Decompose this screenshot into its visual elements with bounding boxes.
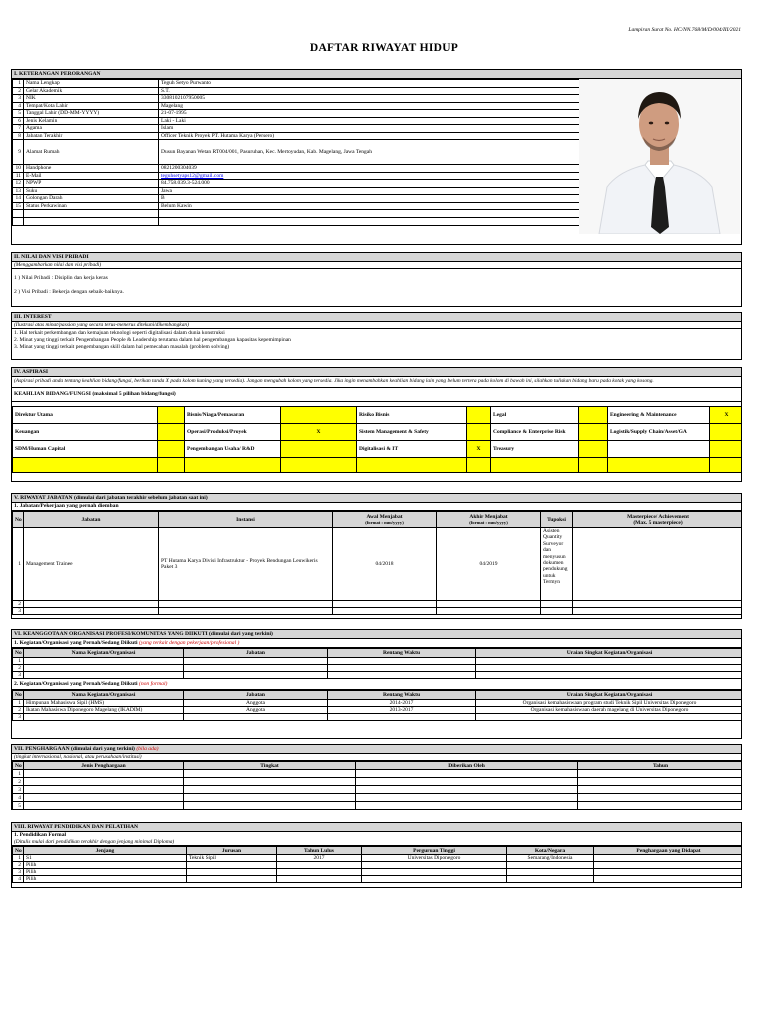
field-value: Magelang (159, 102, 580, 110)
subsection-title: 1. Jabatan/Pekerjaan yang pernah diemban (12, 503, 741, 511)
subsection-title (12, 639, 741, 648)
edu-university (362, 862, 507, 869)
row-no: 2 (13, 87, 24, 95)
org-description (476, 714, 743, 721)
col-header-instansi: Instansi (159, 512, 333, 528)
expertise-checkbox[interactable] (158, 424, 185, 441)
edu-level-select[interactable]: S1 (24, 855, 187, 862)
section-subtitle: (tingkat internasional, nasional, atau perusahaan/institusi) (12, 754, 741, 761)
field-value: Islam (159, 125, 580, 133)
row-no: 2 (13, 778, 24, 786)
page-title: DAFTAR RIWAYAT HIDUP (309, 42, 459, 54)
col-header-jabatan: Jabatan (24, 512, 159, 528)
field-value: 84.758.039.3-524.000 (159, 180, 580, 188)
expertise-label: Compliance & Enterprise Risk (491, 424, 579, 441)
document-reference: Lampiran Surat No. HC/NN.768/M/D/004/III/2021 (628, 27, 741, 33)
col-header-jabatan: Jabatan (184, 649, 328, 658)
table-row (13, 869, 743, 876)
table-row (13, 658, 743, 665)
edu-major (187, 869, 277, 876)
org-period (328, 714, 476, 721)
row-no: 2 (13, 707, 24, 714)
section-education (11, 822, 742, 888)
table-row (13, 132, 580, 140)
table-row (13, 876, 743, 883)
row-no: 3 (13, 608, 24, 615)
row-no: 2 (13, 665, 24, 672)
expertise-label: Direktur Utama (13, 407, 158, 424)
expertise-checkbox[interactable] (579, 441, 608, 458)
table-row (13, 424, 743, 441)
table-row (13, 172, 580, 180)
table-row (13, 802, 743, 810)
row-no: 5 (13, 110, 24, 118)
interest-item: 2. Minat yang tinggi terkait Pengembangan People & Leadership terutama dalam hal pengembangan kapasitas kepemimpinan (14, 337, 291, 343)
row-no: 2 (13, 601, 24, 608)
row-no: 4 (13, 794, 24, 802)
col-header-rentang: Rentang Waktu (328, 691, 476, 700)
edu-level-select[interactable]: Pilih (24, 876, 187, 883)
expertise-label: SDM/Human Capital (13, 441, 158, 458)
personal-info-table (12, 79, 580, 226)
col-header-penghargaan: Penghargaan yang Didapat (594, 847, 743, 855)
org-name: Ikatan Mahasiswa Diponegoro Magelang (IKADIM) (24, 707, 184, 714)
edu-major: Teknik Sipil (187, 855, 277, 862)
tupoksi-cell: Asisten Quantity Surveyor dan menyusun dokumen pendukung untuk Termyn (541, 528, 573, 601)
col-header-tingkat: Tingkat (184, 762, 356, 770)
field-value: Jawa (159, 187, 580, 195)
edu-level-select[interactable]: Pilih (24, 862, 187, 869)
section-title: VI. KEANGGOTAAN ORGANISASI PROFESI/KOMUNITAS YANG DIIKUTI (dimulai dari yang terkini) (12, 630, 741, 639)
expertise-checkbox[interactable] (710, 441, 743, 458)
field-label: NPWP (24, 180, 159, 188)
row-no: 8 (13, 132, 24, 140)
col-header-jurusan: Jurusan (187, 847, 277, 855)
row-no: 7 (13, 125, 24, 133)
section-title-note: (bila ada) (136, 746, 159, 752)
edu-major (187, 876, 277, 883)
expertise-custom-field[interactable] (13, 458, 158, 473)
section-interest (11, 312, 742, 360)
expertise-checkbox[interactable] (579, 458, 608, 473)
field-value: 0821200304039 (159, 165, 580, 173)
col-header-tahun: Tahun Lulus (277, 847, 362, 855)
field-value: 21-07-1995 (159, 110, 580, 118)
row-no: 1 (13, 528, 24, 601)
subsection-label: 1. Kegiatan/Organisasi yang Pernah/Sedang Diikuti (14, 640, 138, 646)
field-value: Laki - Laki (159, 117, 580, 125)
row-no: 3 (13, 714, 24, 721)
table-row (13, 441, 743, 458)
table-row (13, 117, 580, 125)
subsection-title (12, 679, 741, 690)
interest-item: 1. Hal terkait perkembangan dan kemajuan teknologi seperti digitalisasi dalam dunia konstruksi (14, 330, 225, 336)
table-row (13, 665, 743, 672)
field-label: Alamat Rumah (24, 140, 159, 165)
expertise-label: Logistik/Supply Chain/Asset/GA (608, 424, 710, 441)
org-nonformal-table (12, 690, 742, 721)
col-header-masterpiece (573, 512, 743, 528)
org-description: Organisasi kemahasiswaan daerah magelang di Universitas Diponegoro (476, 707, 743, 714)
field-label: Suku (24, 187, 159, 195)
jabatan-cell: Management Trainee (24, 528, 159, 601)
expertise-custom-field[interactable] (357, 458, 467, 473)
col-header-jenjang: Jenjang (24, 847, 187, 855)
education-table (12, 846, 742, 883)
edu-year (277, 869, 362, 876)
section-job-history (11, 493, 742, 619)
row-no: 12 (13, 180, 24, 188)
field-label: Tempat/Kota Lahir (24, 102, 159, 110)
row-no: 1 (13, 855, 24, 862)
table-row (13, 794, 743, 802)
edu-year (277, 876, 362, 883)
subsection-label: 2. Kegiatan/Organisasi yang Pernah/Sedang Diikuti (14, 681, 138, 687)
expertise-label: Bisnis/Niaga/Pemasaran (185, 407, 281, 424)
expertise-checkbox[interactable] (281, 407, 357, 424)
section-title: I. KETERANGAN PERORANGAN (12, 70, 741, 79)
col-header-nama: Nama Kegiatan/Organisasi (24, 691, 184, 700)
row-no: 1 (13, 700, 24, 707)
field-label: Nama Lengkap (24, 80, 159, 88)
org-role: Anggota (184, 707, 328, 714)
row-no: 3 (13, 786, 24, 794)
akhir-cell: 04/2019 (437, 528, 541, 601)
row-no: 11 (13, 172, 24, 180)
field-label: Jenis Kelamin (24, 117, 159, 125)
section-subtitle: (Ilustrasi atas minat/passion yang secara terus-menerus ditekuni/dikembangkan) (12, 322, 741, 329)
instansi-cell: PT Hutama Karya Divisi Infrastruktur - Proyek Bendungan Leuwikeris Paket 3 (159, 528, 333, 601)
expertise-custom-field[interactable] (185, 458, 281, 473)
table-row (13, 187, 580, 195)
table-row (13, 528, 743, 601)
profile-photo (579, 79, 740, 234)
table-row (13, 770, 743, 778)
col-header-jenis: Jenis Penghargaan (24, 762, 184, 770)
akhir-label: Akhir Menjabat (469, 513, 508, 520)
edu-city (507, 862, 594, 869)
expertise-label (608, 441, 710, 458)
expertise-checkbox[interactable] (158, 441, 185, 458)
edu-city (507, 869, 594, 876)
section-subtitle: (Menggambarkan nilai dan visi pribadi) (12, 262, 741, 269)
row-no: 3 (13, 95, 24, 103)
org-period: 2013-2017 (328, 707, 476, 714)
section-aspiration (11, 367, 742, 482)
section-title: VIII. RIWAYAT PENDIDIKAN DAN PELATIHAN (12, 823, 741, 832)
section-subtitle: (Ditulis mulai dari pendidikan terakhir dengan jenjang minimal Diploma) (12, 839, 741, 846)
expertise-label: Pengembangan Usaha/ R&D (185, 441, 281, 458)
field-value: Teguh Setyo Purwanto (159, 80, 580, 88)
expertise-label: Risiko Bisnis (357, 407, 467, 424)
field-label: Tanggal Lahir (DD-MM-YYYY) (24, 110, 159, 118)
col-header-nama: Nama Kegiatan/Organisasi (24, 649, 184, 658)
row-no: 13 (13, 187, 24, 195)
expertise-checkbox[interactable]: X (467, 441, 491, 458)
col-header-uraian: Uraian Singkat Kegiatan/Organisasi (476, 691, 743, 700)
table-row (13, 700, 743, 707)
table-row (13, 855, 743, 862)
table-row (13, 218, 580, 226)
row-no: 4 (13, 102, 24, 110)
table-row (13, 601, 743, 608)
table-row (13, 786, 743, 794)
row-no: 2 (13, 862, 24, 869)
col-header-no: No (13, 847, 24, 855)
table-row (13, 707, 743, 714)
awal-label: Awal Menjabat (366, 513, 403, 520)
expertise-label: Legal (491, 407, 579, 424)
expertise-label: Sistem Management & Safety (357, 424, 467, 441)
org-role (184, 714, 328, 721)
table-row (13, 102, 580, 110)
field-label: Golongan Darah (24, 195, 159, 203)
table-row (13, 165, 580, 173)
table-row (13, 140, 580, 165)
table-row (13, 195, 580, 203)
field-value: Dusun Bayanan Wetan RT004/001, Pasuruhan, Kec. Mertoyudan, Kab. Magelang, Jawa Tengah (159, 140, 580, 165)
section-subtitle: (Aspirasi pribadi anda tentang keahlian bidang/fungsi, berikan tanda X pada kolom kuning yang tersedia). Jangan mengubah kolom yang tersedia. Jika ingin menambahkan keahlian bidang lain yang belum tertera pada kolom di bawah ini, silahkan tuliskan bidang baru pada kotak yang kosong. (12, 377, 741, 388)
expertise-table (12, 406, 742, 473)
row-no: 14 (13, 195, 24, 203)
akhir-format: (format : mm/yyyy) (469, 519, 508, 525)
field-label: Gelar Akademik (24, 87, 159, 95)
edu-award (594, 869, 743, 876)
expertise-label: Operasi/Produksi/Proyek (185, 424, 281, 441)
edu-year (277, 862, 362, 869)
table-row (13, 210, 580, 218)
expertise-heading: KEAHLIAN BIDANG/FUNGSI (maksimal 5 pilihan bidang/fungsi) (12, 388, 741, 402)
expertise-checkbox[interactable]: X (281, 424, 357, 441)
col-header-no: No (13, 762, 24, 770)
col-header-no: No (13, 649, 24, 658)
table-row (13, 180, 580, 188)
edu-level-select[interactable]: Pilih (24, 869, 187, 876)
expertise-checkbox[interactable] (281, 458, 357, 473)
edu-award (594, 876, 743, 883)
row-no: 4 (13, 876, 24, 883)
personal-vision: 2 ) Visi Pribadi : Bekerja dengan sebaik-baiknya. (14, 289, 124, 295)
row-no: 1 (13, 770, 24, 778)
interest-item: 3. Minat yang tinggi terkait pengembangan skill dalam hal pemecahan masalah (problem solving) (14, 344, 230, 350)
section-title: III. INTEREST (12, 313, 741, 322)
row-no: 10 (13, 165, 24, 173)
field-value[interactable]: teguhsetyaps12@gmail.com (159, 172, 580, 180)
expertise-checkbox[interactable] (467, 424, 491, 441)
table-row (13, 608, 743, 615)
expertise-custom-field[interactable] (608, 458, 710, 473)
table-row (13, 95, 580, 103)
section-title (12, 745, 741, 754)
edu-university (362, 876, 507, 883)
expertise-label: Digitalisasi & IT (357, 441, 467, 458)
col-header-diberikan: Diberikan Oleh (356, 762, 578, 770)
expertise-label: Engineering & Maintenance (608, 407, 710, 424)
expertise-checkbox[interactable] (158, 458, 185, 473)
row-no: 1 (13, 658, 24, 665)
org-role: Anggota (184, 700, 328, 707)
field-label: Agama (24, 125, 159, 133)
row-no: 5 (13, 802, 24, 810)
col-header-jabatan: Jabatan (184, 691, 328, 700)
org-name (24, 714, 184, 721)
row-no: 15 (13, 202, 24, 210)
field-label: Status Perkawinan (24, 202, 159, 210)
edu-award (594, 862, 743, 869)
edu-city (507, 876, 594, 883)
subsection-title: 1. Pendidikan Formal (14, 832, 67, 838)
section-title: V. RIWAYAT JABATAN (dimulai dari jabatan terakhir sebelum jabatan saat ini) (12, 494, 741, 503)
table-row (13, 80, 580, 88)
masterpiece-cell (573, 528, 743, 601)
personal-value: 1 ) Nilai Pribadi : Disiplin dan kerja keras (14, 275, 108, 281)
field-label: Handphone (24, 165, 159, 173)
section-organization (11, 629, 742, 739)
expertise-checkbox[interactable] (710, 424, 743, 441)
expertise-checkbox[interactable] (467, 407, 491, 424)
expertise-label: Treasury (491, 441, 579, 458)
table-row (13, 110, 580, 118)
edu-city: Semarang/Indonesia (507, 855, 594, 862)
col-header-tupoksi: Tupoksi (541, 512, 573, 528)
org-name: Himpunan Mahasiswa Sipil (HMS) (24, 700, 184, 707)
table-row (13, 202, 580, 210)
section-awards (11, 744, 742, 810)
master-label: Masterpiece/ Achievement (627, 513, 689, 520)
expertise-checkbox[interactable] (579, 424, 608, 441)
expertise-checkbox[interactable] (467, 458, 491, 473)
field-label: E-Mail (24, 172, 159, 180)
expertise-checkbox[interactable] (710, 458, 743, 473)
expertise-checkbox[interactable] (579, 407, 608, 424)
table-row (13, 87, 580, 95)
table-row (13, 778, 743, 786)
field-value: Belum Kawin (159, 202, 580, 210)
awal-cell: 04/2018 (333, 528, 437, 601)
master-sub: (Max. 5 masterpiece) (633, 519, 683, 526)
org-period: 2014-2017 (328, 700, 476, 707)
row-no: 3 (13, 869, 24, 876)
table-row (13, 714, 743, 721)
section-title: IV. ASPIRASI (12, 368, 741, 377)
awards-table (12, 761, 742, 810)
field-value: B (159, 195, 580, 203)
org-description: Organisasi kemahasiswaan program studi Teknik Sipil Universitas Diponegoro (476, 700, 743, 707)
person-portrait-icon (579, 79, 740, 234)
edu-university (362, 869, 507, 876)
edu-university: Universitas Diponegoro (362, 855, 507, 862)
field-value: 3308102107950005 (159, 95, 580, 103)
col-header-no: No (13, 691, 24, 700)
edu-award (594, 855, 743, 862)
field-label: Jabatan Terakhir (24, 132, 159, 140)
expertise-checkbox[interactable] (158, 407, 185, 424)
job-history-table (12, 511, 742, 615)
awal-format: (format : mm/yyyy) (365, 519, 404, 525)
col-header-kota: Kota/Negara (507, 847, 594, 855)
field-value: Officer Teknik Proyek PT. Hutama Karya (Persero) (159, 132, 580, 140)
subsection-note: (non formal) (138, 681, 168, 687)
expertise-custom-field[interactable] (491, 458, 579, 473)
col-header-no: No (13, 512, 24, 528)
edu-year: 2017 (277, 855, 362, 862)
expertise-checkbox[interactable] (281, 441, 357, 458)
section-title-label: VII. PENGHARGAAN (dimulai dari yang terkini) (14, 746, 135, 752)
field-value: S.T. (159, 87, 580, 95)
org-professional-table (12, 648, 742, 679)
table-row (13, 458, 743, 473)
field-label: NIK (24, 95, 159, 103)
row-no: 3 (13, 672, 24, 679)
row-no: 9 (13, 140, 24, 165)
col-header-awal (333, 512, 437, 528)
section-values-vision (11, 252, 742, 307)
row-no: 6 (13, 117, 24, 125)
expertise-checkbox[interactable]: X (710, 407, 743, 424)
table-row (13, 407, 743, 424)
col-header-akhir (437, 512, 541, 528)
col-header-perguruan: Perguruan Tinggi (362, 847, 507, 855)
col-header-uraian: Uraian Singkat Kegiatan/Organisasi (476, 649, 743, 658)
edu-major (187, 862, 277, 869)
row-no: 1 (13, 80, 24, 88)
col-header-tahun: Tahun (578, 762, 743, 770)
col-header-rentang: Rentang Waktu (328, 649, 476, 658)
table-row (13, 862, 743, 869)
expertise-label: Keuangan (13, 424, 158, 441)
table-row (13, 125, 580, 133)
subsection-note: (yang terkait dengan pekerjaan/profesional ) (138, 640, 240, 646)
section-title: II. NILAI DAN VISI PRIBADI (12, 253, 741, 262)
table-row (13, 672, 743, 679)
